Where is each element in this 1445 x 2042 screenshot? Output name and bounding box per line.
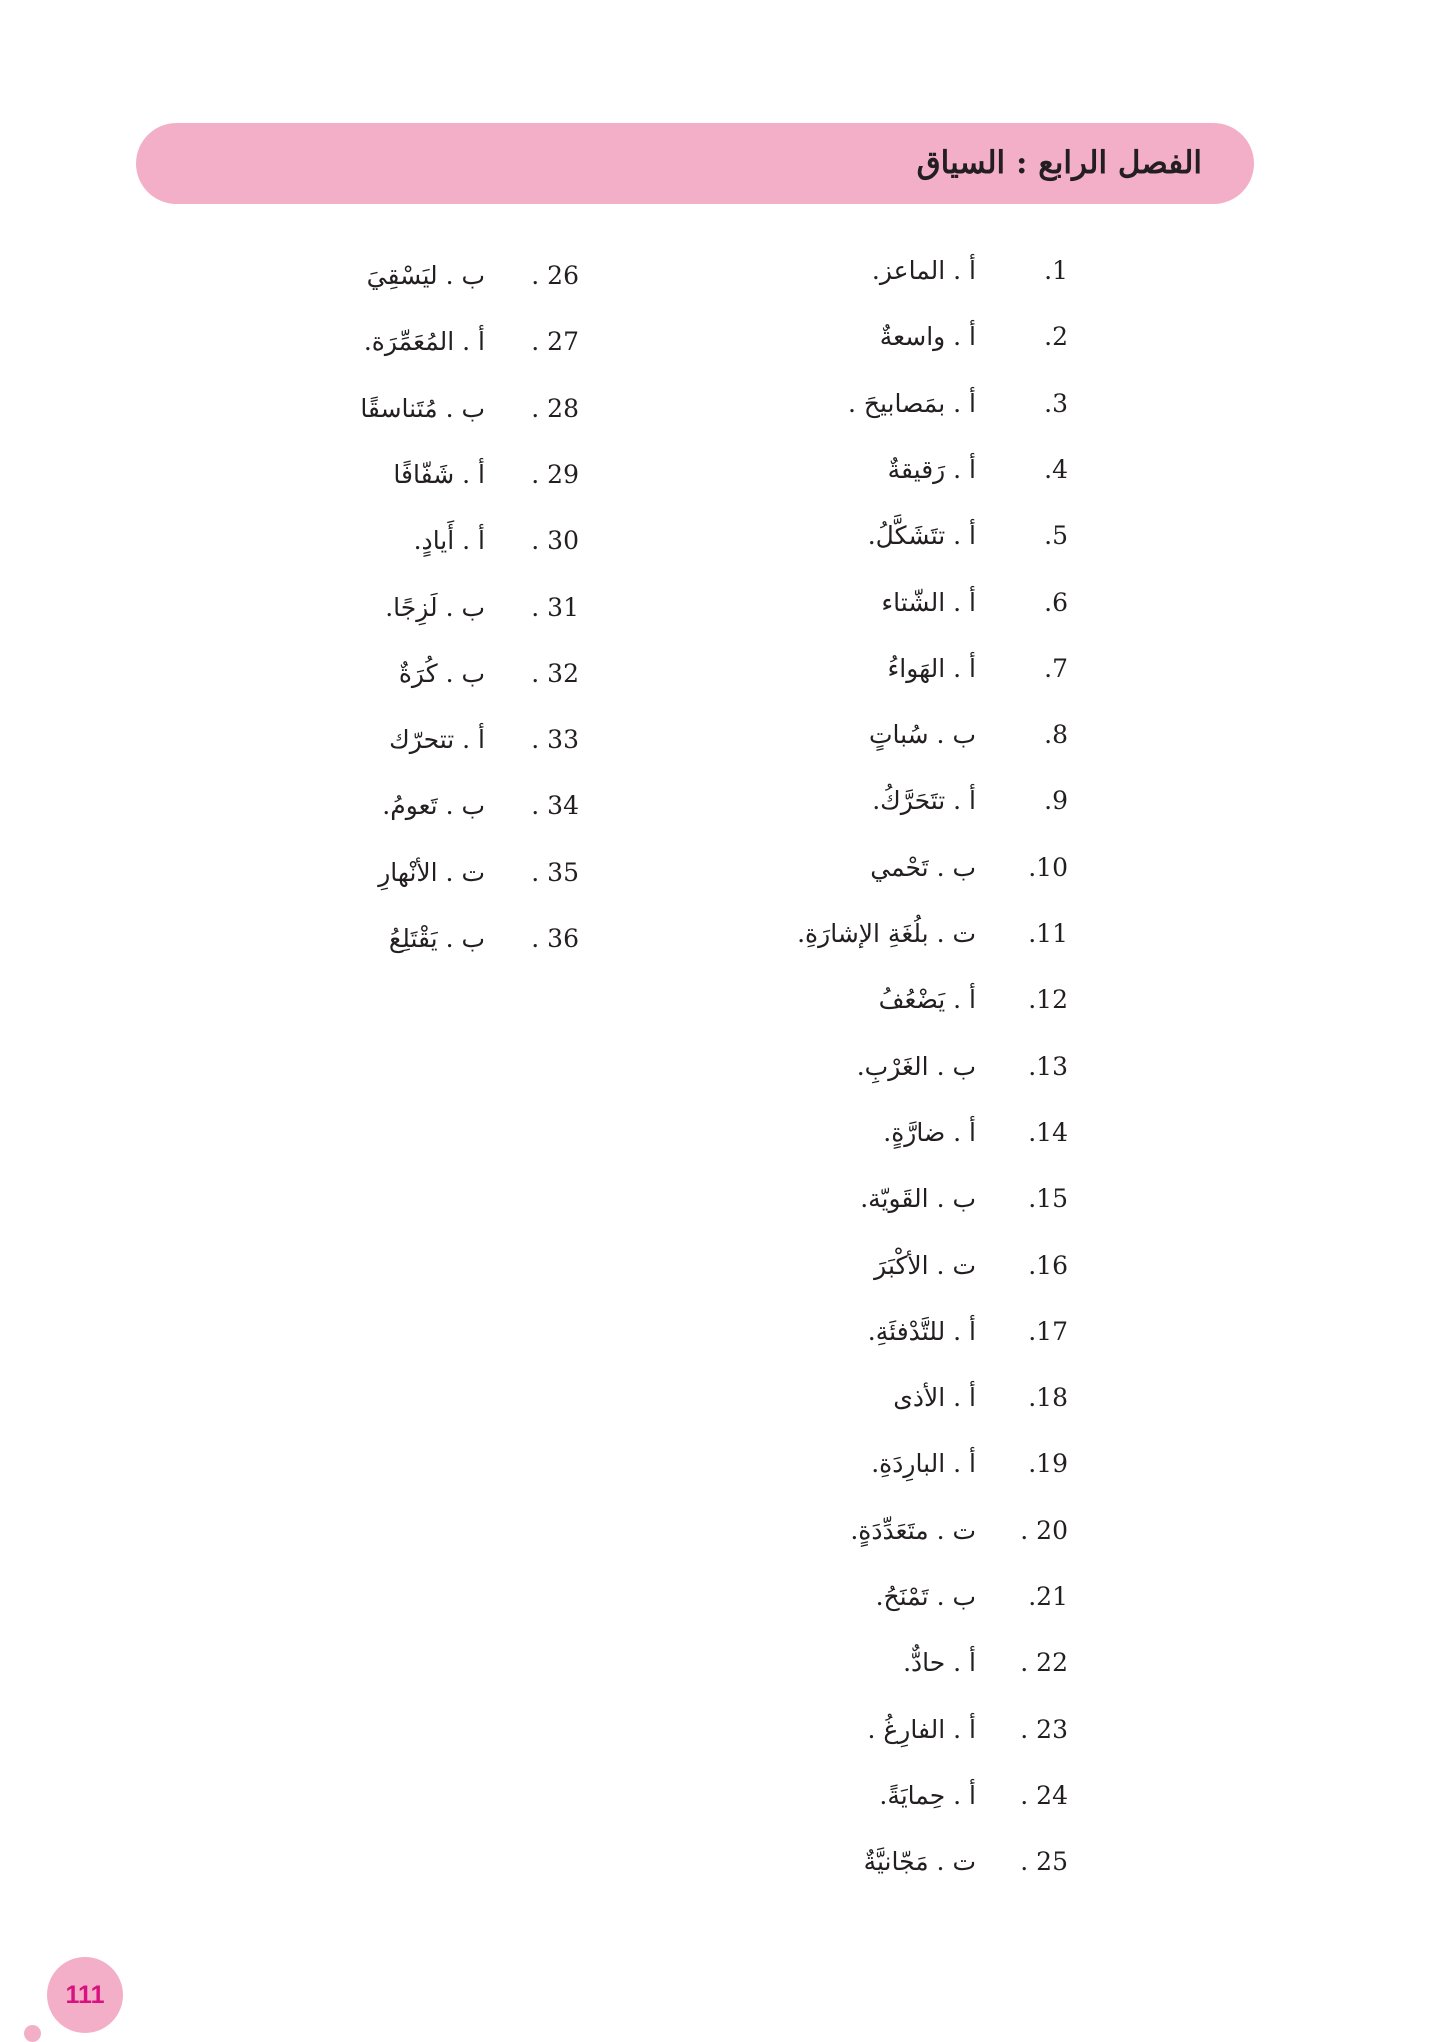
answer-number: .18 [1028, 1383, 1068, 1413]
answer-row [0, 848, 1445, 898]
decorative-dot [24, 2025, 41, 2042]
answer-choice: ب . سُباتٍ [868, 720, 976, 750]
answer-number: .12 [1028, 985, 1068, 1015]
answer-row [0, 1837, 1445, 1887]
answer-number: . 28 [531, 393, 579, 423]
chapter-title: الفصل الرابع : السياق [916, 145, 1202, 181]
answer-number: .8 [1044, 720, 1068, 750]
page-number: 111 [47, 1957, 123, 2033]
answer-number: .10 [1028, 852, 1068, 882]
answer-number: . 22 [1020, 1648, 1068, 1678]
answer-number: .14 [1028, 1117, 1068, 1147]
answer-choice: ب . كُرَةٌ [398, 658, 485, 688]
answer-number: .7 [1044, 653, 1068, 683]
answer-row [0, 251, 1445, 301]
answer-number: .1 [1044, 256, 1068, 285]
answer-row [0, 1572, 1445, 1622]
answer-number: .15 [1028, 1184, 1068, 1214]
answer-row [0, 1241, 1445, 1291]
answer-choice: أ . للتَّدْفئَةِ. [867, 1316, 976, 1346]
answer-number: .2 [1044, 322, 1068, 352]
answer-number: . 35 [531, 857, 579, 887]
answer-row [0, 1307, 1445, 1357]
answer-choice: أ . رَقيقةٌ [887, 454, 976, 484]
answer-row [0, 975, 1445, 1025]
answer-choice: أ . ضارَّةٍ. [883, 1117, 976, 1147]
answer-row [0, 317, 1445, 367]
answer-choice: أ . شَفّافًا [393, 459, 485, 489]
answer-choice: ب . تَمْنَحُ. [875, 1582, 976, 1611]
answer-row [0, 1042, 1445, 1092]
answer-number: .21 [1028, 1582, 1068, 1611]
answer-choice: أ . حادٌّ. [903, 1648, 976, 1678]
answer-choice: ب . ليَسْقِيَ [366, 261, 485, 290]
answer-choice: أ . أَيادٍ. [413, 526, 485, 556]
answer-number: .3 [1044, 388, 1068, 418]
answer-choice: ب . لَزِجًا. [385, 592, 485, 622]
answer-number: .11 [1028, 919, 1068, 948]
answer-row [0, 583, 1445, 633]
answer-choice: ت . الأنْهارِ [378, 857, 485, 887]
chapter-banner [136, 123, 1254, 204]
answer-row [0, 1705, 1445, 1755]
answer-number: . 24 [1020, 1780, 1068, 1810]
answer-number: .4 [1044, 454, 1068, 484]
answer-choice: أ . تتحرّك [389, 725, 485, 755]
answer-number: . 25 [1020, 1847, 1068, 1877]
answer-row [0, 1439, 1445, 1489]
answer-choice: ت . متَعَدِّدَةٍ. [850, 1515, 976, 1545]
answer-choice: أ . بمَصابيحَ . [847, 388, 976, 418]
answer-row [0, 1506, 1445, 1556]
answer-choice: أ . الهَواءُ [887, 653, 976, 683]
answer-choice: أ . الشّتاء [881, 587, 976, 617]
answer-row [0, 1638, 1445, 1688]
answer-row [0, 914, 1445, 964]
answer-number: . 32 [531, 658, 579, 688]
answer-number: . 26 [531, 261, 579, 290]
answer-number: . 23 [1020, 1714, 1068, 1744]
answer-choice: أ . تتَشَكَّلُ. [867, 521, 976, 551]
answer-number: . 27 [531, 327, 579, 357]
answer-number: . 29 [531, 459, 579, 489]
answer-choice: أ . البارِدَةِ. [871, 1449, 976, 1479]
answer-choice: أ . واسعةٌ [879, 322, 976, 352]
answer-number: .13 [1028, 1051, 1068, 1081]
answer-choice: ب . يَقْتَلِعُ [388, 924, 485, 953]
answer-choice: ب . تَعومُ. [382, 791, 485, 821]
answer-choice: أ . يَضْعُفُ [878, 985, 976, 1015]
answer-choice: ب . تَحْمي [870, 852, 976, 882]
answer-choice: ب . الغَرْبِ. [856, 1051, 976, 1081]
answer-choice: أ . حِمايَةً. [879, 1780, 976, 1810]
answer-choice: ب . مُتَناسقًا [360, 393, 485, 423]
answer-choice: أ . تتَحَرَّكُ. [872, 786, 976, 816]
answer-choice: ت . الأكْبَرَ [874, 1250, 976, 1280]
answer-number: . 36 [531, 924, 579, 953]
answer-number: .19 [1028, 1449, 1068, 1479]
answer-row [0, 1174, 1445, 1224]
answer-number: .17 [1028, 1316, 1068, 1346]
answer-number: .5 [1044, 521, 1068, 551]
answer-choice: أ . الأذى [893, 1383, 976, 1413]
answer-row [0, 1108, 1445, 1158]
answer-choice: أ . الماعز. [871, 256, 976, 285]
answer-row [0, 384, 1445, 434]
answer-number: . 30 [531, 526, 579, 556]
answer-number: .9 [1044, 786, 1068, 816]
answer-row [0, 450, 1445, 500]
answer-row [0, 1373, 1445, 1423]
answer-choice: أ . الفارِغُ . [867, 1714, 976, 1744]
answer-number: . 31 [531, 592, 579, 622]
answer-number: . 34 [531, 791, 579, 821]
answer-row [0, 649, 1445, 699]
answer-choice: أ . المُعَمِّرَة. [363, 327, 485, 357]
answer-number: . 20 [1020, 1515, 1068, 1545]
answer-row [0, 1771, 1445, 1821]
answer-row [0, 781, 1445, 831]
answer-row [0, 516, 1445, 566]
answer-number: .16 [1028, 1250, 1068, 1280]
answer-number: .6 [1044, 587, 1068, 617]
answer-choice: ت . بلُغَةِ الإشارَةِ. [797, 919, 976, 948]
answer-number: . 33 [531, 725, 579, 755]
answer-choice: ت . مَجّانيَّةٌ [863, 1847, 976, 1877]
answer-row [0, 715, 1445, 765]
answer-choice: ب . القَويّة. [860, 1184, 976, 1214]
